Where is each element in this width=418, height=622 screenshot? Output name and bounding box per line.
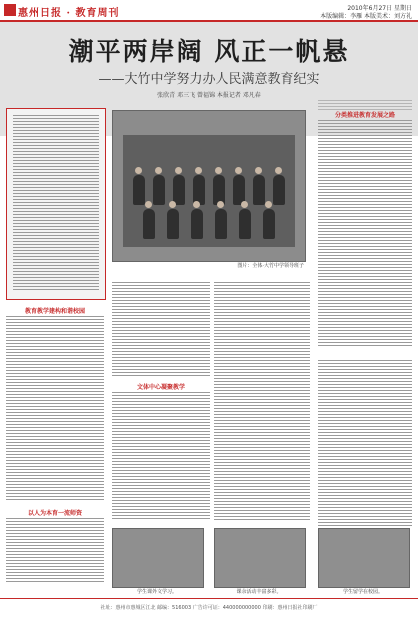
intro-text [13,115,99,291]
thumbnail-caption-3: 学生留学在校园。 [342,589,383,595]
thumbnail-photo-3 [318,528,410,588]
column-2-text [112,282,210,378]
column-2-text-b [112,392,210,520]
subheadline: ——大竹中学努力办人民满意教育纪实 [98,72,320,87]
intro-box [6,108,106,300]
byline: 张欣青 邓三飞 曾福锦 本报记者 邓凡春 [157,92,261,99]
date-line: 2010年6月27日 星期日 [347,5,412,12]
headline: 潮平两岸阔 风正一帆悬 [68,37,350,66]
section-head-3: 文体中心凝聚教学 [136,384,185,391]
column-3-text [214,282,310,520]
thumbnail-photo-1 [112,528,204,588]
group-photo [112,110,306,262]
footer-text: 社址：惠州市惠城区江北 邮编：516003 广告许可证：440000000000 印刷：惠州日报社印刷厂 [100,605,318,611]
logo-icon [4,4,16,16]
right-column-text [318,120,412,346]
bottom-rule [0,598,418,599]
brand-title: 惠州日报 · 教育周刊 [18,8,120,19]
right-column-text-2 [318,360,412,526]
section-head-1: 教育教学建构和谐校园 [24,308,85,315]
right-section-head: 分类推进教育发展之路 [334,112,395,119]
section-head-2: 以人为本育一流师资 [27,510,82,517]
right-column-lead [318,100,412,110]
photo-people [123,135,295,247]
section-2-text [6,518,104,584]
thumbnail-caption-1: 学生课外文学习。 [136,589,177,595]
editor-line: 本版编辑：李雁 本版美术：刘方礼 [320,13,412,20]
photo-caption: 图片：全体·大竹中学领导班子 [237,263,304,269]
masthead [0,0,418,20]
thumbnail-caption-2: 课余活动丰富多彩。 [236,589,282,595]
section-1-text [6,316,104,502]
thumbnail-photo-2 [214,528,306,588]
